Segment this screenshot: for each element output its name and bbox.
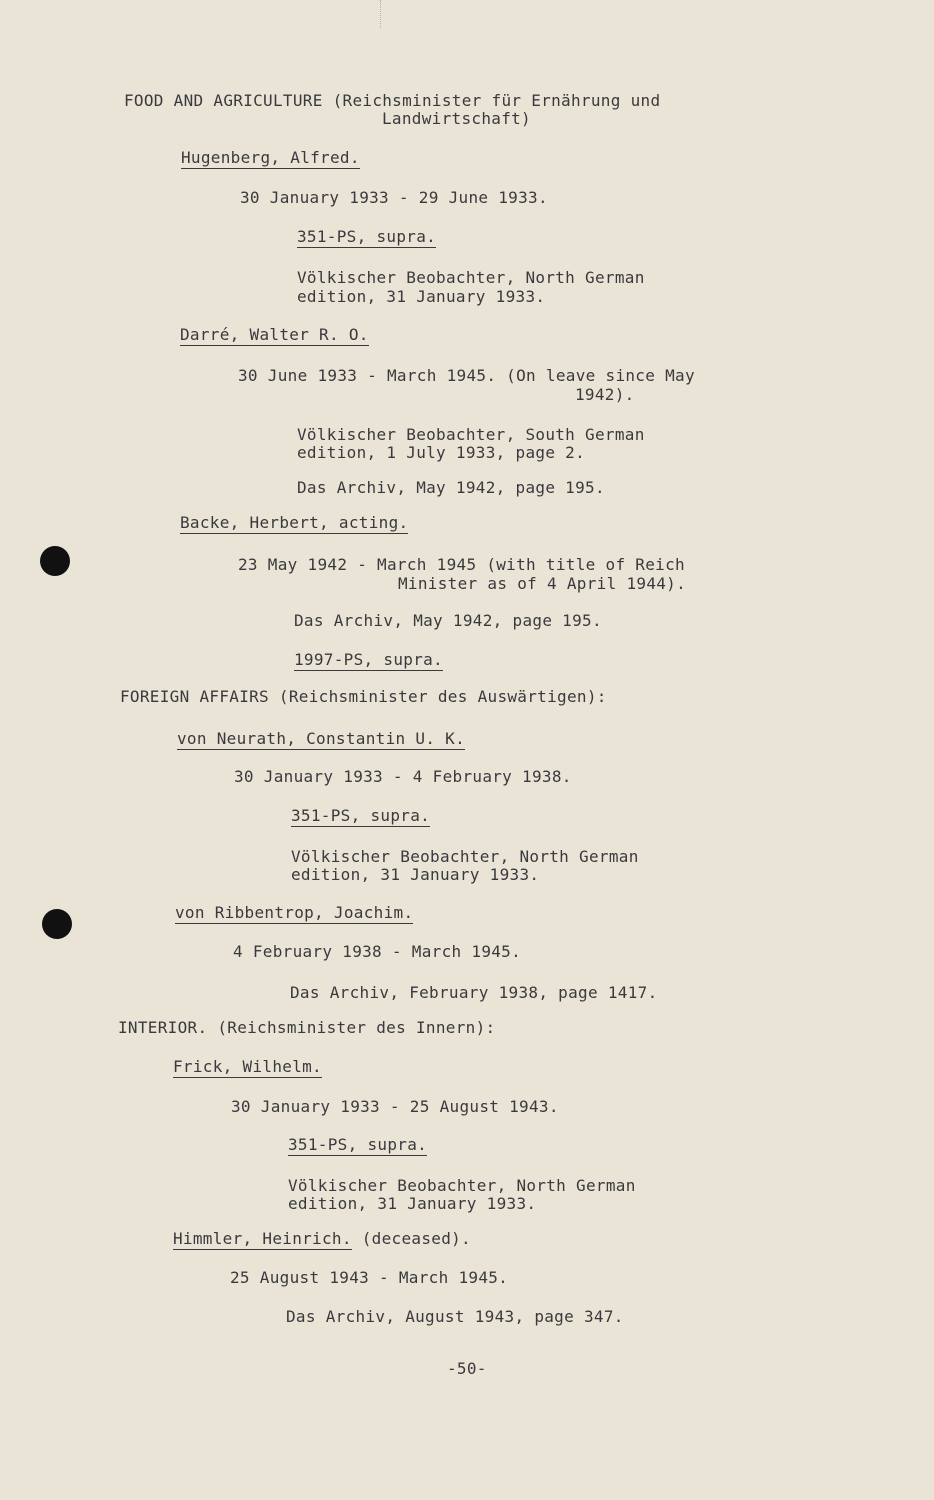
term-backe-line2: Minister as of 4 April 1944). (398, 574, 687, 593)
minister-name-neurath: von Neurath, Constantin U. K. (177, 729, 466, 748)
punch-hole-upper (40, 546, 70, 576)
source-ref-351ps: 351-PS, supra. (291, 806, 431, 825)
minister-entry-himmler (173, 1229, 471, 1248)
minister-name-hugenberg: Hugenberg, Alfred. (181, 148, 360, 167)
source-ref-archiv: Das Archiv, February 1938, page 1417. (290, 983, 658, 1002)
term-darre-line2: 1942). (575, 385, 635, 404)
term-neurath: 30 January 1933 - 4 February 1938. (234, 767, 572, 786)
minister-name-darre: Darré, Walter R. O. (180, 325, 369, 344)
term-darre-line1: 30 June 1933 - March 1945. (On leave since May (238, 366, 695, 385)
term-ribbentrop: 4 February 1938 - March 1945. (233, 942, 522, 961)
page-number: -50- (447, 1359, 487, 1378)
fold-mark (380, 0, 387, 28)
source-ref-351ps: 351-PS, supra. (288, 1135, 428, 1154)
source-ref-vb-line2: edition, 31 January 1933. (288, 1194, 537, 1213)
source-ref-vb-line2: edition, 31 January 1933. (291, 865, 540, 884)
source-ref-vb-line2: edition, 31 January 1933. (297, 287, 546, 306)
term-hugenberg: 30 January 1933 - 29 June 1933. (240, 188, 548, 207)
term-frick: 30 January 1933 - 25 August 1943. (231, 1097, 559, 1116)
source-ref-vb-line1: Völkischer Beobachter, North German (291, 847, 639, 866)
term-backe-line1: 23 May 1942 - March 1945 (with title of Reich (238, 555, 685, 574)
minister-name-frick: Frick, Wilhelm. (173, 1057, 322, 1076)
section-heading-food-agriculture-cont: Landwirtschaft) (382, 109, 531, 128)
section-heading-interior: INTERIOR. (Reichsminister des Innern): (118, 1018, 496, 1037)
minister-name-backe: Backe, Herbert, acting. (180, 513, 409, 532)
source-ref-archiv: Das Archiv, August 1943, page 347. (286, 1307, 624, 1326)
source-ref-1997ps: 1997-PS, supra. (294, 650, 443, 669)
source-ref-archiv: Das Archiv, May 1942, page 195. (297, 478, 605, 497)
source-ref-vb-south-line2: edition, 1 July 1933, page 2. (297, 443, 586, 462)
source-ref-351ps: 351-PS, supra. (297, 227, 437, 246)
minister-name-ribbentrop: von Ribbentrop, Joachim. (175, 903, 414, 922)
minister-name-himmler: Himmler, Heinrich. (173, 1229, 352, 1248)
section-heading-food-agriculture: FOOD AND AGRICULTURE (Reichsminister für Ernährung und (124, 91, 661, 110)
source-ref-archiv: Das Archiv, May 1942, page 195. (294, 611, 602, 630)
term-himmler: 25 August 1943 - March 1945. (230, 1268, 509, 1287)
source-ref-vb-line1: Völkischer Beobachter, North German (297, 268, 645, 287)
section-heading-foreign-affairs: FOREIGN AFFAIRS (Reichsminister des Auswärtigen): (120, 687, 607, 706)
source-ref-vb-line1: Völkischer Beobachter, North German (288, 1176, 636, 1195)
minister-status-deceased: (deceased). (351, 1229, 471, 1248)
source-ref-vb-south-line1: Völkischer Beobachter, South German (297, 425, 645, 444)
punch-hole-lower (42, 909, 72, 939)
